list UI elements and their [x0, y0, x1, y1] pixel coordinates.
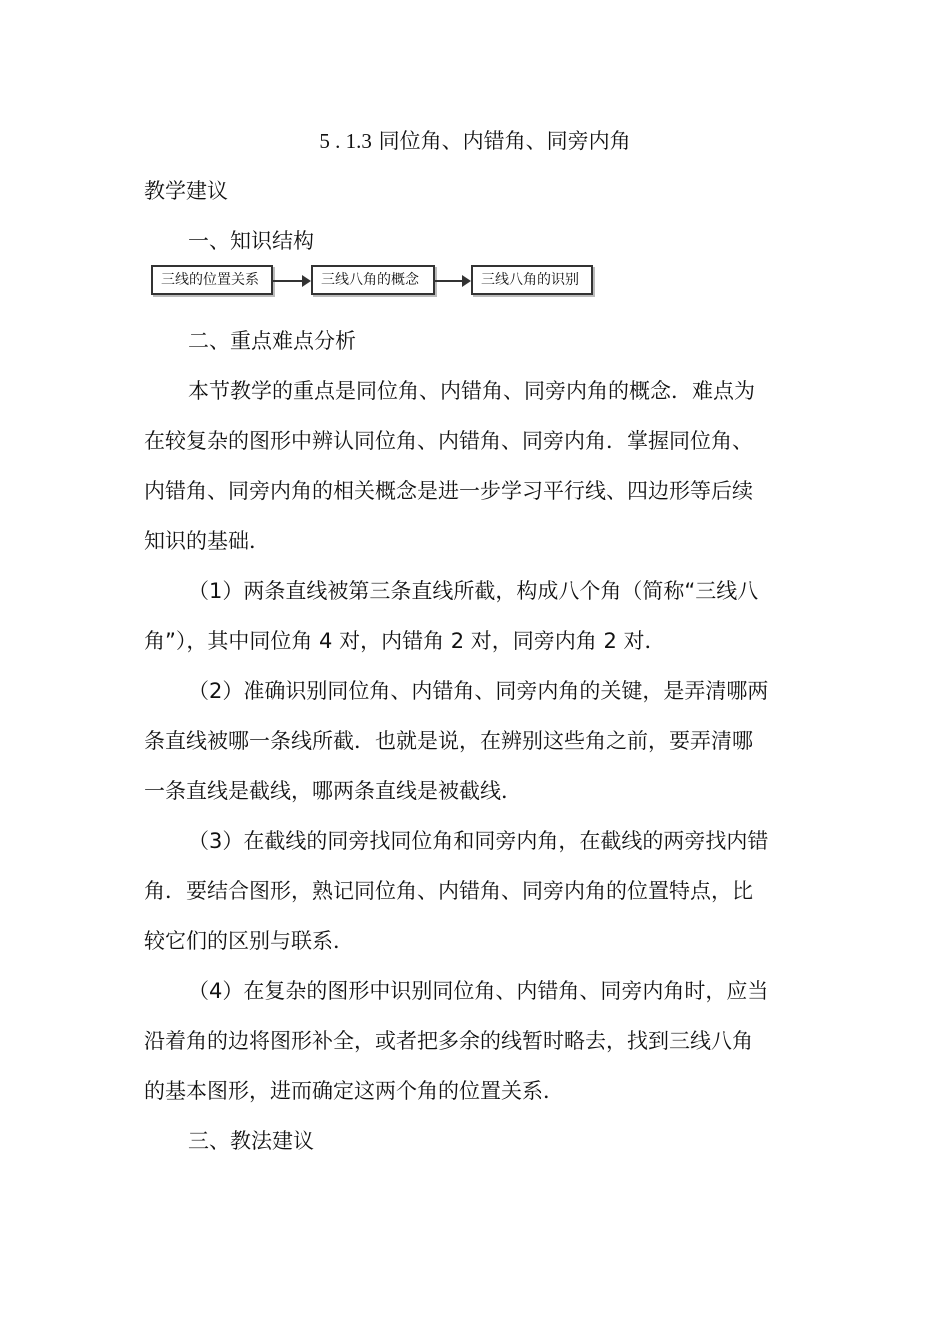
paragraph-2-line-1: （1）两条直线被第三条直线所截，构成八个角（简称“三线八 [188, 579, 759, 603]
paragraph-4-line-2: 角．要结合图形，熟记同位角、内错角、同旁内角的位置特点，比 [144, 879, 753, 903]
paragraph-4-line-1: （3）在截线的同旁找同位角和同旁内角，在截线的两旁找内错 [188, 829, 769, 853]
title-number: 5 . 1.3 [319, 129, 372, 153]
section-heading: 教学建议 [144, 179, 228, 203]
paragraph-3-line-3: 一条直线是截线，哪两条直线是被截线． [144, 779, 522, 803]
paragraph-1-line-2: 在较复杂的图形中辨认同位角、内错角、同旁内角．掌握同位角、 [144, 429, 753, 453]
flow-box-position-relation: 三线的位置关系 [151, 265, 273, 295]
page-title [0, 126, 950, 156]
paragraph-3-line-1: （2）准确识别同位角、内错角、同旁内角的关键，是弄清哪两 [188, 679, 769, 703]
flow-arrow-2 [435, 280, 469, 282]
paragraph-1-line-4: 知识的基础． [144, 529, 270, 553]
part3-heading: 三、教法建议 [188, 1129, 314, 1153]
part2-heading: 二、重点难点分析 [188, 329, 356, 353]
paragraph-2-line-2: 角”），其中同位角 4 对，内错角 2 对，同旁内角 2 对． [144, 629, 666, 653]
paragraph-5-line-3: 的基本图形，进而确定这两个角的位置关系． [144, 1079, 564, 1103]
flow-arrow-1 [273, 280, 309, 282]
flow-box-concept: 三线八角的概念 [311, 265, 435, 295]
flow-box-identification: 三线八角的识别 [471, 265, 593, 295]
paragraph-1-line-3: 内错角、同旁内角的相关概念是进一步学习平行线、四边形等后续 [144, 479, 753, 503]
paragraph-3-line-2: 条直线被哪一条线所截．也就是说，在辨别这些角之前，要弄清哪 [144, 729, 753, 753]
paragraph-5-line-2: 沿着角的边将图形补全，或者把多余的线暂时略去，找到三线八角 [144, 1029, 753, 1053]
knowledge-flowchart [151, 265, 593, 299]
paragraph-5-line-1: （4）在复杂的图形中识别同位角、内错角、同旁内角时，应当 [188, 979, 769, 1003]
paragraph-4-line-3: 较它们的区别与联系． [144, 929, 354, 953]
paragraph-1-line-1: 本节教学的重点是同位角、内错角、同旁内角的概念．难点为 [188, 379, 755, 403]
part1-heading: 一、知识结构 [188, 229, 314, 253]
title-text: 同位角、内错角、同旁内角 [378, 129, 631, 153]
